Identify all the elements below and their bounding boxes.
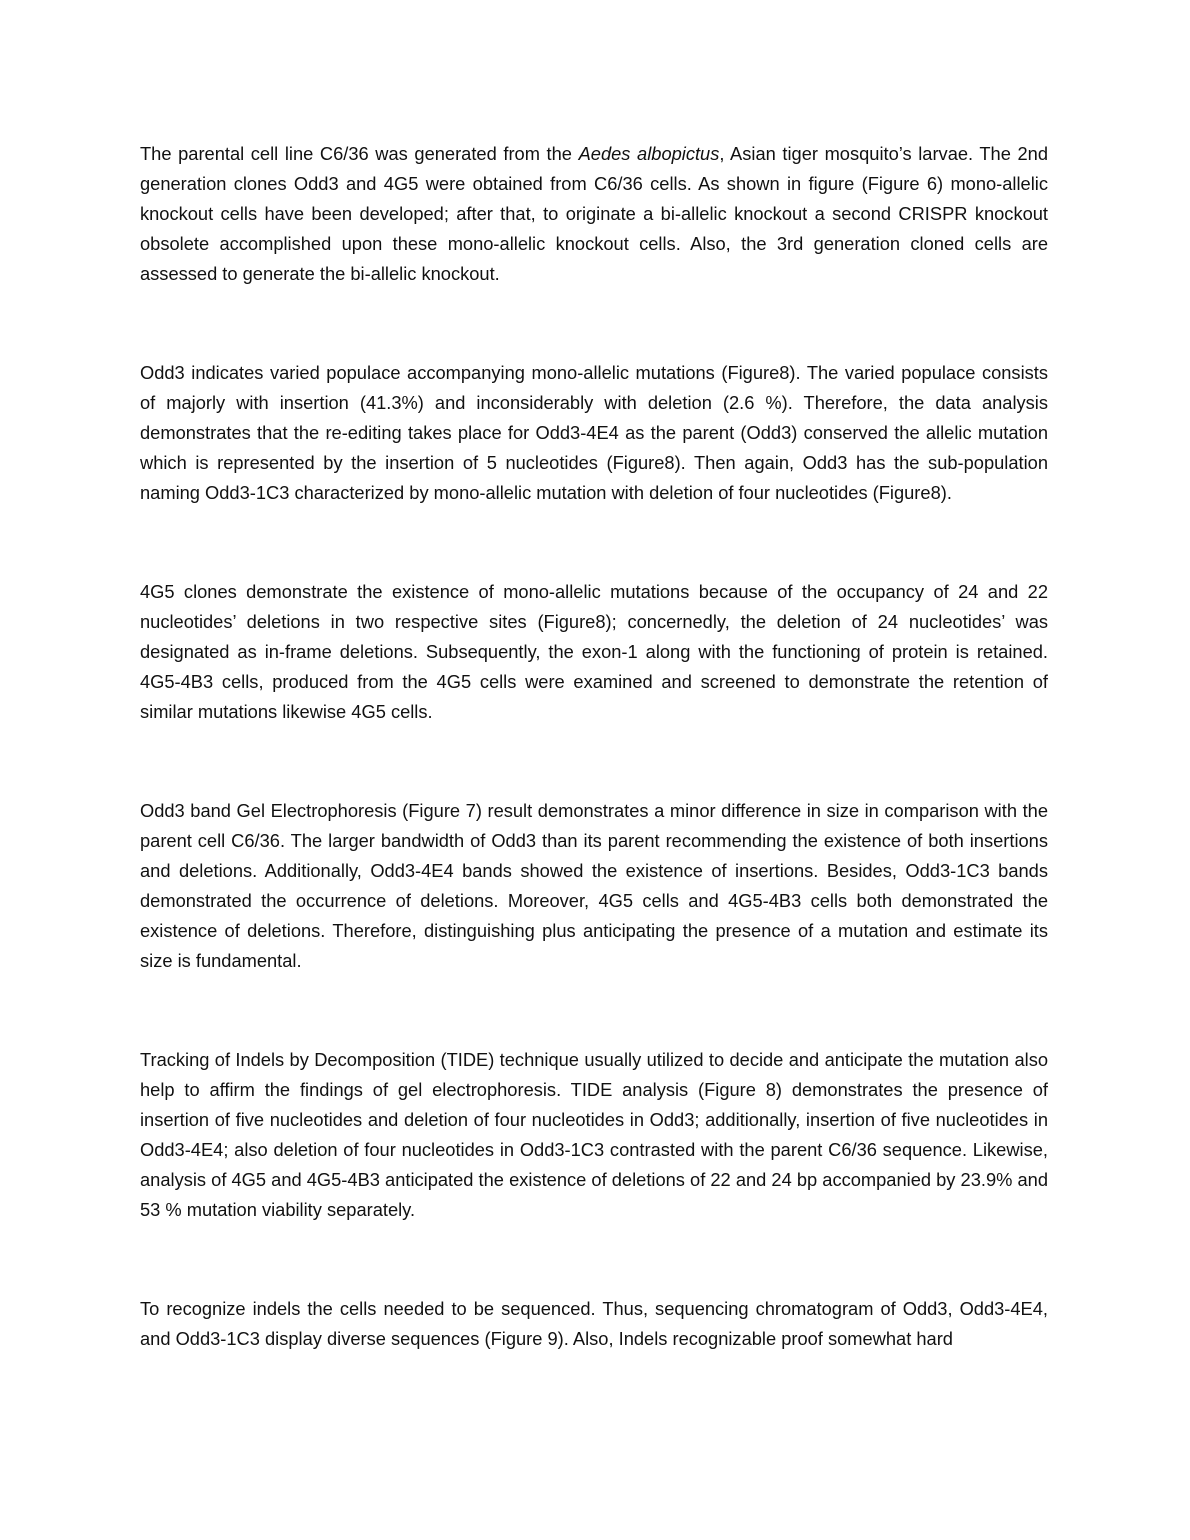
paragraph-gel-electrophoresis: Odd3 band Gel Electrophoresis (Figure 7) result demonstrates a minor difference in size in comparison with the parent cell C6/36. The larger bandwidth of Odd3 than its parent recommending the existence of both insertions and deletions. Additionally, Odd3-4E4 bands showed the existence of insertions. Besides, Odd3-1C3 bands demonstrated the occurrence of deletions. Moreover, 4G5 cells and 4G5-4B3 cells both demonstrated the existence of deletions. Therefore, distinguishing plus anticipating the presence of a mutation and estimate its size is fundamental. xyxy=(140,800,1048,971)
paragraph-tide-analysis: Tracking of Indels by Decomposition (TIDE) technique usually utilized to decide and anticipate the mutation also help to affirm the findings of gel electrophoresis. TIDE analysis (Figure 8) demonstrates the presence of insertion of five nucleotides and deletion of four nucleotides in Odd3; additionally, insertion of five nucleotides in Odd3-4E4; also deletion of four nucleotides in Odd3-1C3 contrasted with the parent C6/36 sequence. Likewise, analysis of 4G5 and 4G5-4B3 anticipated the existence of deletions of 22 and 24 bp accompanied by 23.9% and 53 % mutation viability separately. xyxy=(140,1049,1048,1220)
species-name: Aedes albopictus xyxy=(578,143,720,164)
paragraph-sequencing: To recognize indels the cells needed to be sequenced. Thus, sequencing chromatogram of Odd3, Odd3-4E4, and Odd3-1C3 display diverse sequences (Figure 9). Also, Indels recognizable proof somewhat hard xyxy=(140,1298,1048,1349)
paragraph-text: , Asian tiger mosquito’s larvae. The 2nd generation clones Odd3 and 4G5 were obtained from C6/36 cells. As shown in figure (Figure 6) mono-allelic knockout cells have been developed; after that, to originate a bi-allelic knockout a second CRISPR knockout obsolete accomplished upon these mono-allelic knockout cells. Also, the 3rd generation cloned cells are assessed to generate the bi-allelic knockout. xyxy=(140,143,1049,284)
paragraph-odd3-mutations: Odd3 indicates varied populace accompanying mono-allelic mutations (Figure8). The varied populace consists of majorly with insertion (41.3%) and inconsiderably with deletion (2.6 %). Therefore, the data analysis demonstrates that the re-editing takes place for Odd3-4E4 as the parent (Odd3) conserved the allelic mutation which is represented by the insertion of 5 nucleotides (Figure8). Then again, Odd3 has the sub-population naming Odd3-1C3 characterized by mono-allelic mutation with deletion of four nucleotides (Figure8). xyxy=(140,362,1048,503)
document-page xyxy=(140,139,1048,1354)
paragraph-4g5-clones: 4G5 clones demonstrate the existence of mono-allelic mutations because of the occupancy of 24 and 22 nucleotides’ deletions in two respective sites (Figure8); concernedly, the deletion of 24 nucleotides’ was designated as in-frame deletions. Subsequently, the exon-1 along with the functioning of protein is retained. 4G5-4B3 cells, produced from the 4G5 cells were examined and screened to demonstrate the retention of similar mutations likewise 4G5 cells. xyxy=(140,581,1048,722)
paragraph-cell-line-origin xyxy=(140,139,1048,289)
paragraph-text: The parental cell line C6/36 was generated from the xyxy=(140,143,579,164)
